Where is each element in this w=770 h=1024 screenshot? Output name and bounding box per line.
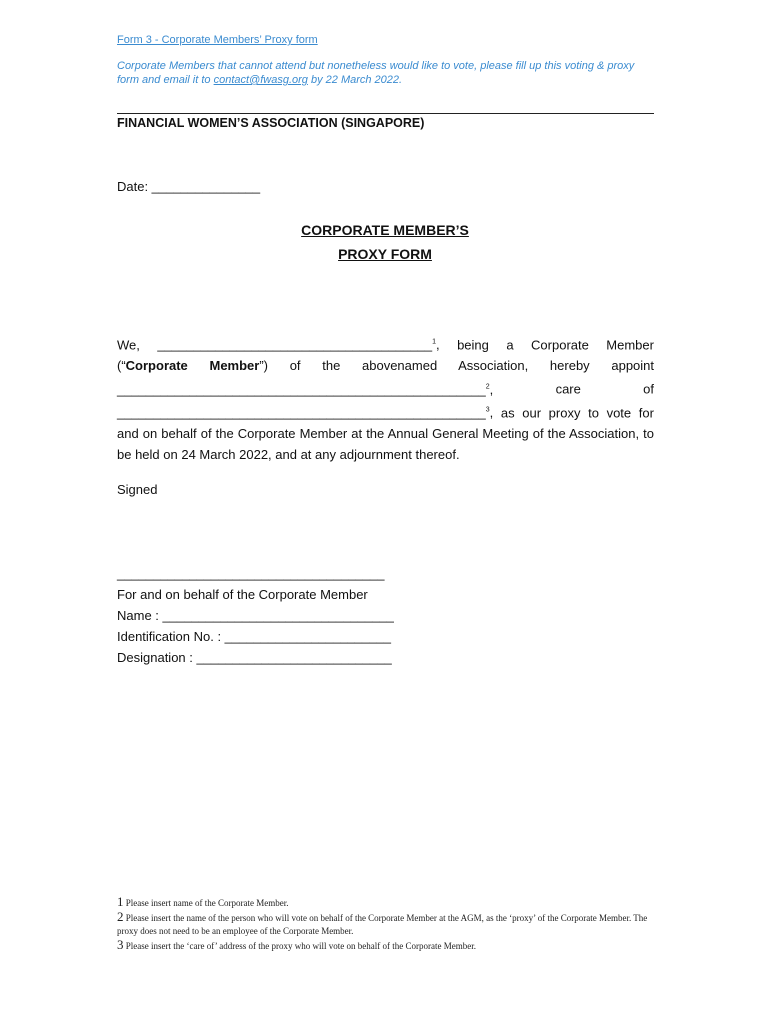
identification-field: Identification No. : _______________________ [117, 629, 391, 644]
intro-text [117, 59, 657, 87]
designation-field: Designation : ___________________________ [117, 650, 392, 665]
organization-name: FINANCIAL WOMEN’S ASSOCIATION (SINGAPORE) [117, 116, 425, 130]
para-line-2: (“Corporate Member”) of the abovenamed Association, hereby appoint [117, 358, 655, 374]
para-line-6: be held on 24 March 2022, and at any adjournment thereof. [117, 446, 460, 462]
signature-line: _____________________________________ [117, 566, 385, 581]
para-line-3: ___________________________________________________$^2$, care of [117, 381, 654, 397]
email-link[interactable]: contact@fwasg.org [213, 74, 308, 86]
footnote-2: 2 Please insert the name of the person who will vote on behalf of the Corporate Member at the AGM, as the ‘proxy’ of the Corporate Member. The proxy does not need to be an employee of the Corporate Member. [117, 909, 648, 936]
signature-block [117, 563, 394, 668]
footnote-1: 1 Please insert name of the Corporate Member. [117, 894, 289, 909]
date-field: Date: _______________ [117, 179, 261, 194]
signed-label: Signed [117, 482, 158, 497]
proxy-paragraph [117, 332, 654, 465]
name-field: Name : ________________________________ [117, 608, 394, 623]
divider [117, 113, 654, 114]
form-title-line2: PROXY FORM [338, 246, 432, 262]
footnote-3: 3 Please insert the ‘care of’ address of the proxy who will vote on behalf of the Corporate Member. [117, 937, 476, 952]
intro-before: Corporate Members that cannot attend but nonetheless would like to vote, please fill up this voting & proxy form and email it to [117, 60, 635, 86]
intro-after: by 22 March 2022. [307, 74, 403, 86]
para-line-5: and on behalf of the Corporate Member at the Annual General Meeting of the Association, to [117, 425, 654, 441]
footnotes [117, 895, 657, 953]
form-title-link[interactable]: Form 3 - Corporate Members’ Proxy form [117, 34, 318, 46]
form-title-line1: CORPORATE MEMBER’S [301, 222, 469, 238]
para-line-4: ___________________________________________________$^3$, as our proxy to vote for [117, 404, 654, 420]
para-line-1: We, ______________________________________$^1$, being a Corporate Member [117, 337, 654, 353]
behalf-label: For and on behalf of the Corporate Member [117, 587, 368, 602]
